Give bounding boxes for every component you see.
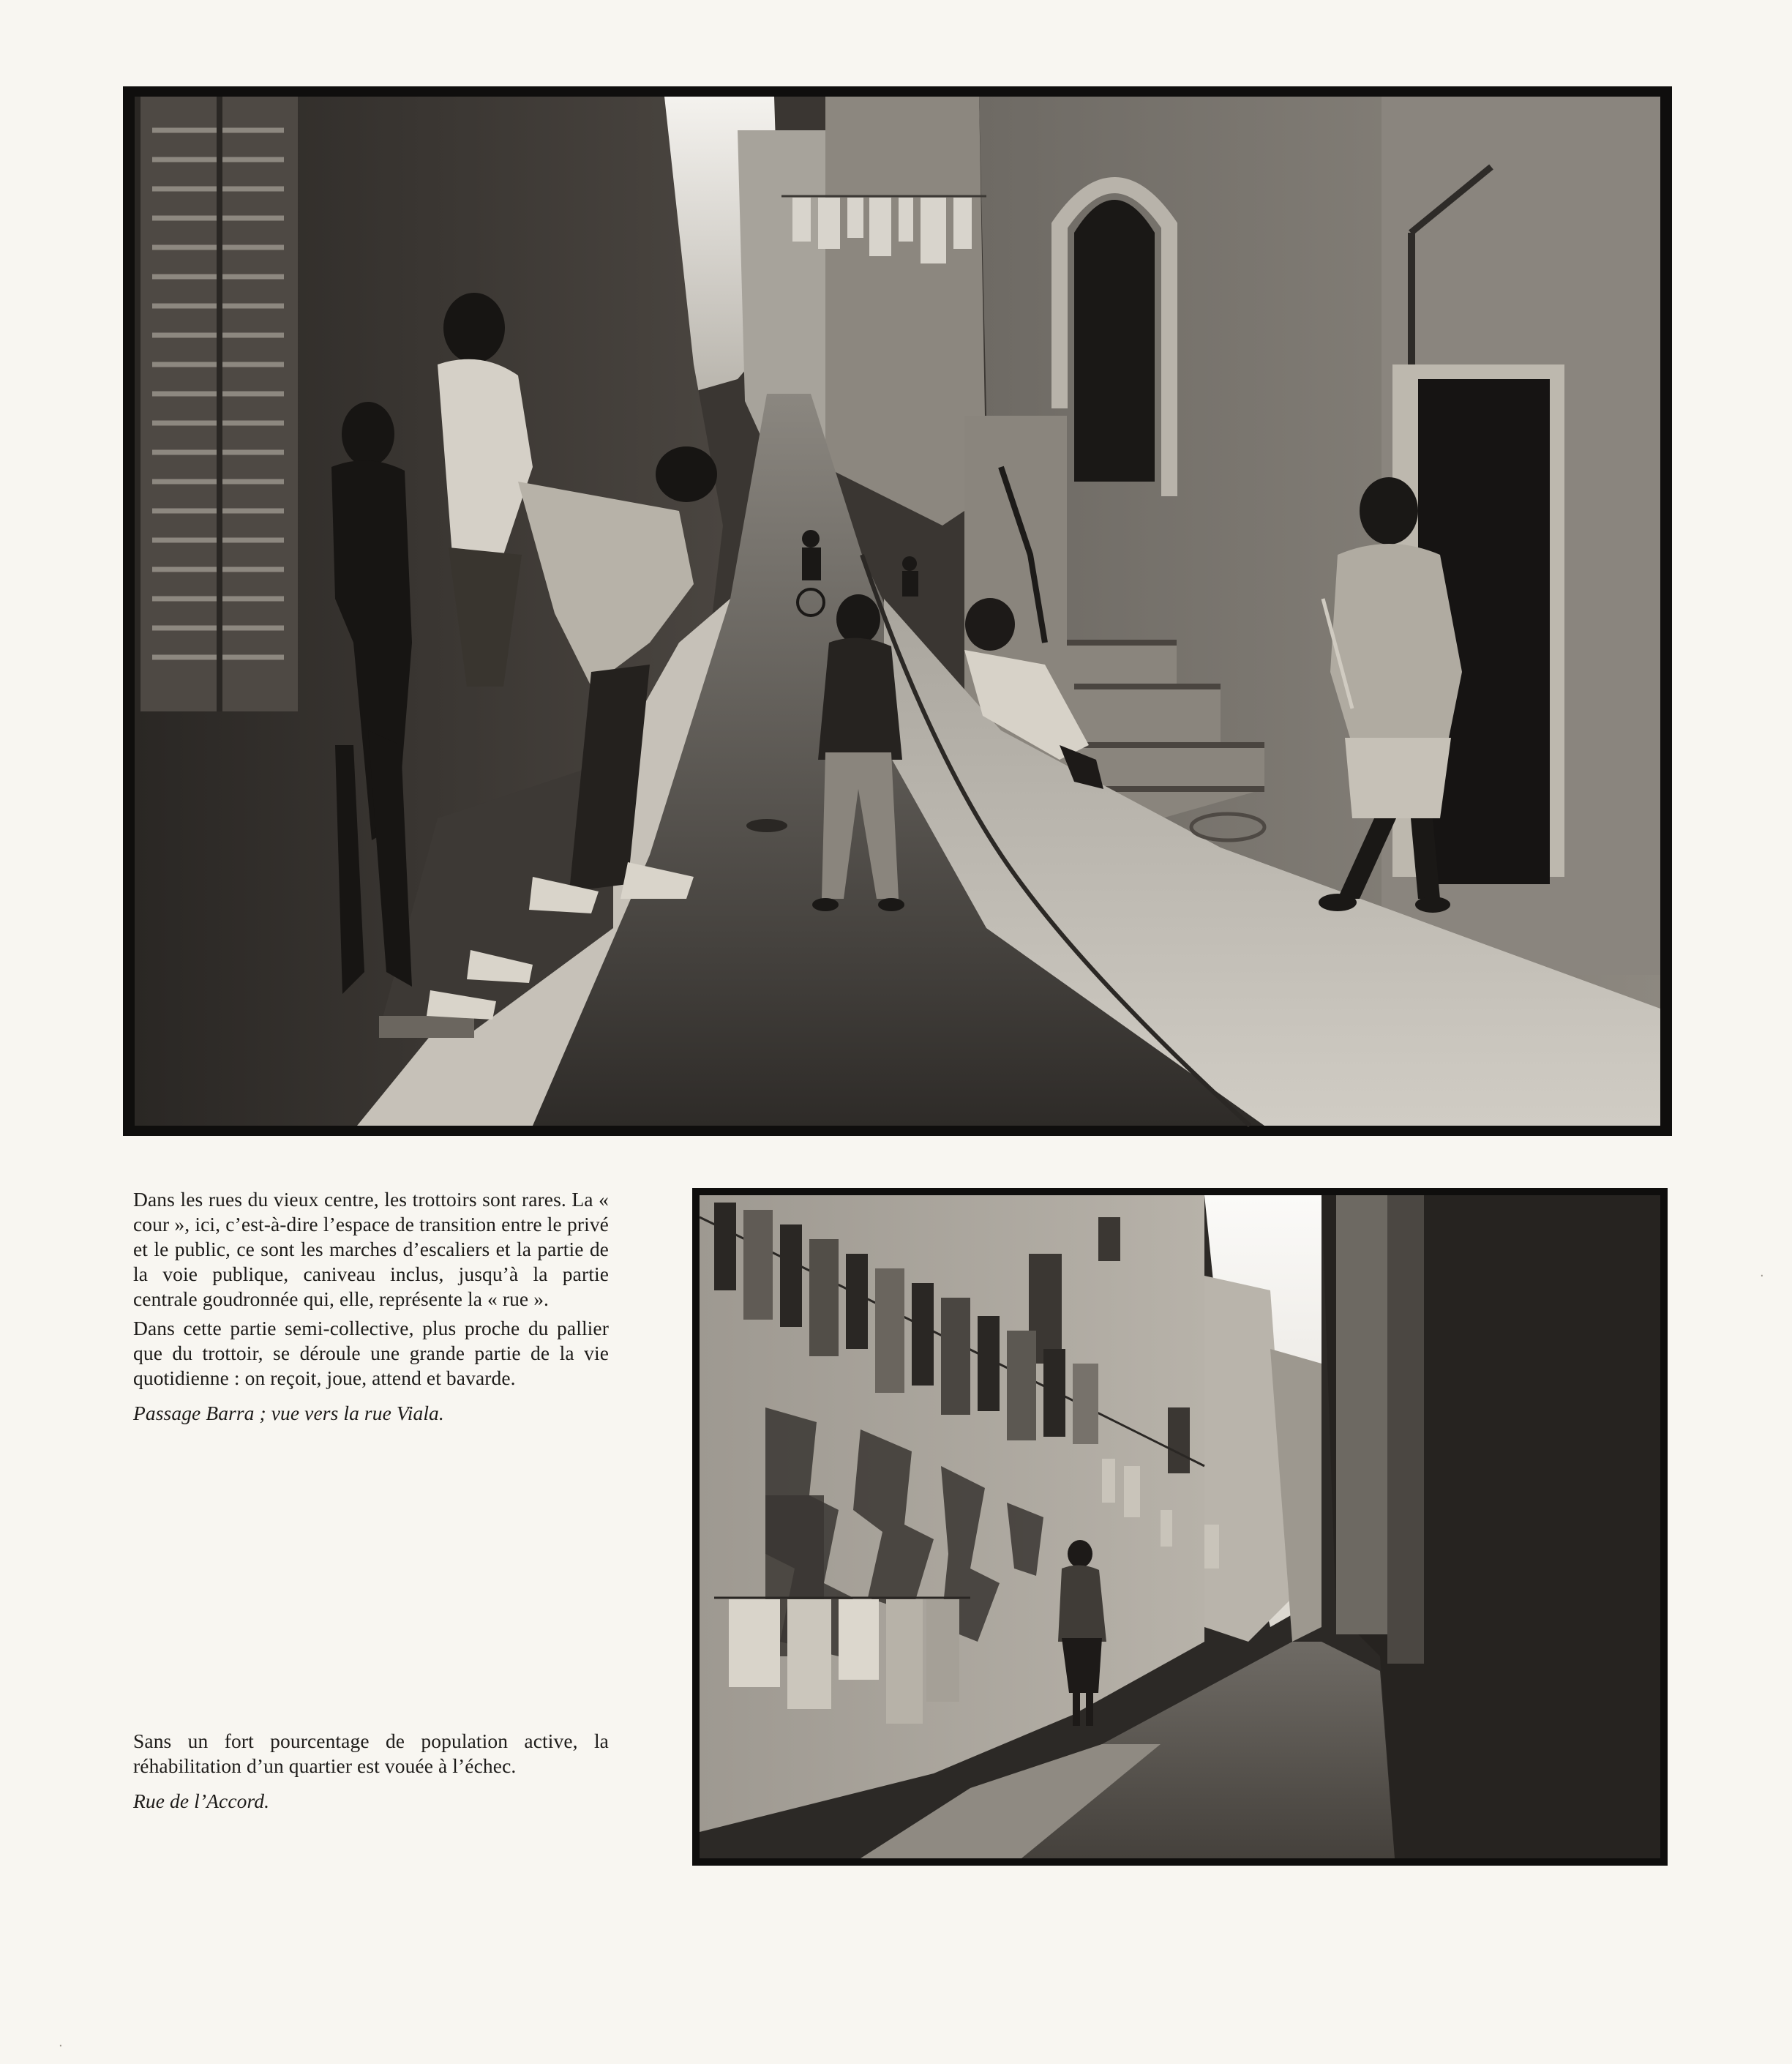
- photo-rue-de-l-accord-image: [692, 1188, 1668, 1866]
- paragraph-cour-description: Dans les rues du vieux centre, les trottoirs sont rares. La « cour », ici, c’est-à-dire l’espace de transition entre le privé et le public, ce sont les marches d’escaliers et la partie de la voie publique, caniveau inclus, jusqu’à la partie centrale goudronnée qui, elle, représente la « rue ».: [133, 1188, 609, 1310]
- caption-rue-de-l-accord: Rue de l’Accord.: [133, 1790, 270, 1812]
- paragraph-population-active: Sans un fort pourcentage de population active, la réhabilitation d’un quartier est vouée à l’échec.: [133, 1730, 609, 1777]
- photo-passage-barra-image: [123, 86, 1672, 1136]
- photo-passage-barra: [123, 86, 1672, 1136]
- paper-speck: ·: [1760, 1268, 1764, 1284]
- photo-rue-de-l-accord: [692, 1188, 1668, 1866]
- paper-speck: ·: [59, 2038, 63, 2054]
- caption-passage-barra: Passage Barra ; vue vers la rue Viala.: [133, 1402, 444, 1424]
- text-block-rue-accord: [133, 1729, 609, 1818]
- paragraph-semi-collective: Dans cette partie semi-collective, plus proche du pallier que du trottoir, se déroule une grande partie de la vie quotidienne : on reçoit, joue, attend et bavarde.: [133, 1317, 609, 1389]
- text-block-passage-barra: [133, 1187, 609, 1430]
